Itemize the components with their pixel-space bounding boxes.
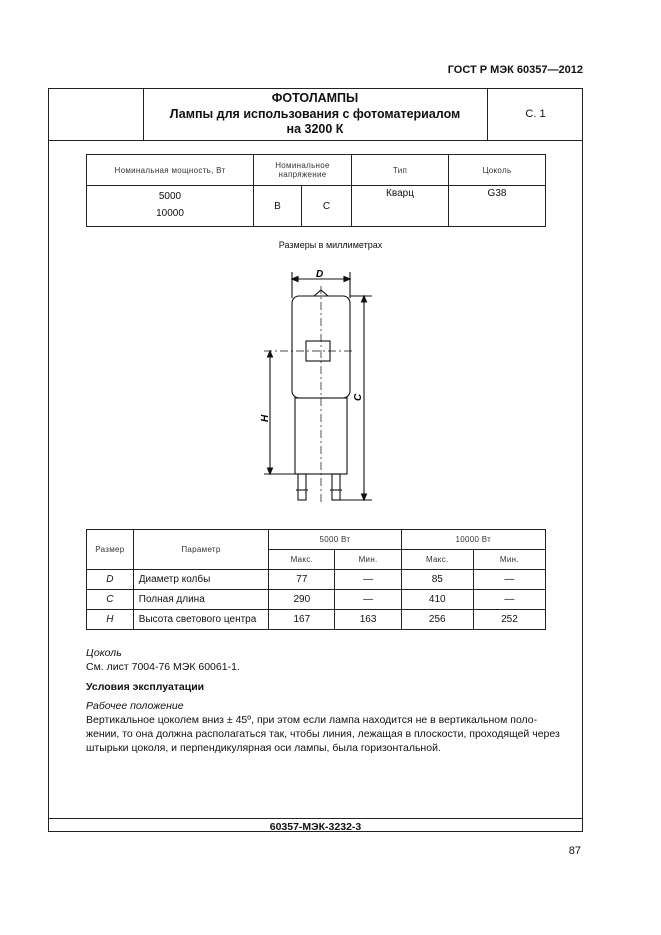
dim-header-size: Размер bbox=[87, 530, 134, 570]
row-size: H bbox=[87, 610, 134, 630]
row-param: Диаметр колбы bbox=[133, 570, 268, 590]
spec-header-voltage: Номинальное напряжение bbox=[254, 155, 352, 186]
lamp-drawing bbox=[240, 262, 390, 512]
title-line-2: Лампы для использования с фотоматериалом bbox=[169, 106, 461, 121]
dim-header-max-1: Макс. bbox=[269, 550, 335, 570]
base-pin-left bbox=[298, 474, 306, 500]
dim-header-max-2: Макс. bbox=[401, 550, 473, 570]
row-param: Высота светового центра bbox=[133, 610, 268, 630]
row-min-5000: — bbox=[335, 590, 401, 610]
dim-header-min-2: Мин. bbox=[473, 550, 545, 570]
title-line-1: ФОТОЛАМПЫ bbox=[271, 91, 359, 105]
dimensions-table bbox=[86, 529, 546, 630]
position-line-1: Вертикальное цоколем вниз ± 45º, при этом если лампа находится не в вертикальном поло- bbox=[86, 714, 538, 726]
row-max-5000: 290 bbox=[269, 590, 335, 610]
position-text bbox=[86, 713, 574, 755]
sheet-number: С. 1 bbox=[525, 108, 546, 120]
spec-base: G38 bbox=[449, 186, 546, 227]
table-row bbox=[87, 610, 546, 630]
figure-caption: Размеры в миллиметрах bbox=[278, 240, 383, 250]
spec-voltage-c: С bbox=[302, 186, 352, 227]
row-min-10000: 252 bbox=[473, 610, 545, 630]
title-line-3: на 3200 К bbox=[286, 122, 344, 136]
base-pin-right bbox=[332, 474, 340, 500]
dim-header-min-1: Мин. bbox=[335, 550, 401, 570]
row-min-10000: — bbox=[473, 590, 545, 610]
spec-header-power: Номинальная мощность, Вт bbox=[87, 155, 254, 186]
base-reference: См. лист 7004-76 МЭК 60061-1. bbox=[86, 661, 240, 673]
position-line-2: жении, то она должна располагаться так, чтобы линия, лежащая в плоскости, проходящей через bbox=[86, 728, 560, 740]
row-param: Полная длина bbox=[133, 590, 268, 610]
position-heading: Рабочее положение bbox=[86, 700, 184, 712]
spec-power-10000: 10000 bbox=[156, 208, 184, 219]
spec-type: Кварц bbox=[352, 186, 449, 227]
row-max-10000: 256 bbox=[401, 610, 473, 630]
label-d: D bbox=[316, 269, 324, 280]
base-heading: Цоколь bbox=[86, 647, 122, 659]
label-h: H bbox=[260, 414, 271, 422]
table-row bbox=[87, 570, 546, 590]
spec-header-type: Тип bbox=[352, 155, 449, 186]
spec-power-cell bbox=[87, 186, 254, 227]
row-max-10000: 410 bbox=[401, 590, 473, 610]
table-row bbox=[87, 590, 546, 610]
header-blank-cell bbox=[48, 88, 144, 140]
page-number: 87 bbox=[568, 845, 581, 857]
position-line-3: штырьки цоколя, и перпендикулярная оси лампы, была горизонтальной. bbox=[86, 742, 441, 754]
dim-header-param: Параметр bbox=[133, 530, 268, 570]
spec-power-5000: 5000 bbox=[158, 191, 182, 202]
sheet-header bbox=[48, 88, 583, 141]
spec-table bbox=[86, 154, 546, 227]
dim-header-10000: 10000 Вт bbox=[401, 530, 545, 550]
spec-header-base: Цоколь bbox=[449, 155, 546, 186]
sheet-code: 60357-МЭК-3232-3 bbox=[48, 818, 583, 833]
header-title bbox=[143, 88, 488, 140]
conditions-heading: Условия эксплуатации bbox=[86, 681, 205, 693]
row-max-5000: 167 bbox=[269, 610, 335, 630]
row-max-5000: 77 bbox=[269, 570, 335, 590]
row-size: C bbox=[87, 590, 134, 610]
row-min-5000: — bbox=[335, 570, 401, 590]
label-c: C bbox=[353, 393, 364, 401]
row-size: D bbox=[87, 570, 134, 590]
row-min-5000: 163 bbox=[335, 610, 401, 630]
dim-header-5000: 5000 Вт bbox=[269, 530, 401, 550]
row-min-10000: — bbox=[473, 570, 545, 590]
row-max-10000: 85 bbox=[401, 570, 473, 590]
spec-voltage-b: В bbox=[254, 186, 302, 227]
standard-number: ГОСТ Р МЭК 60357—2012 bbox=[447, 64, 583, 76]
